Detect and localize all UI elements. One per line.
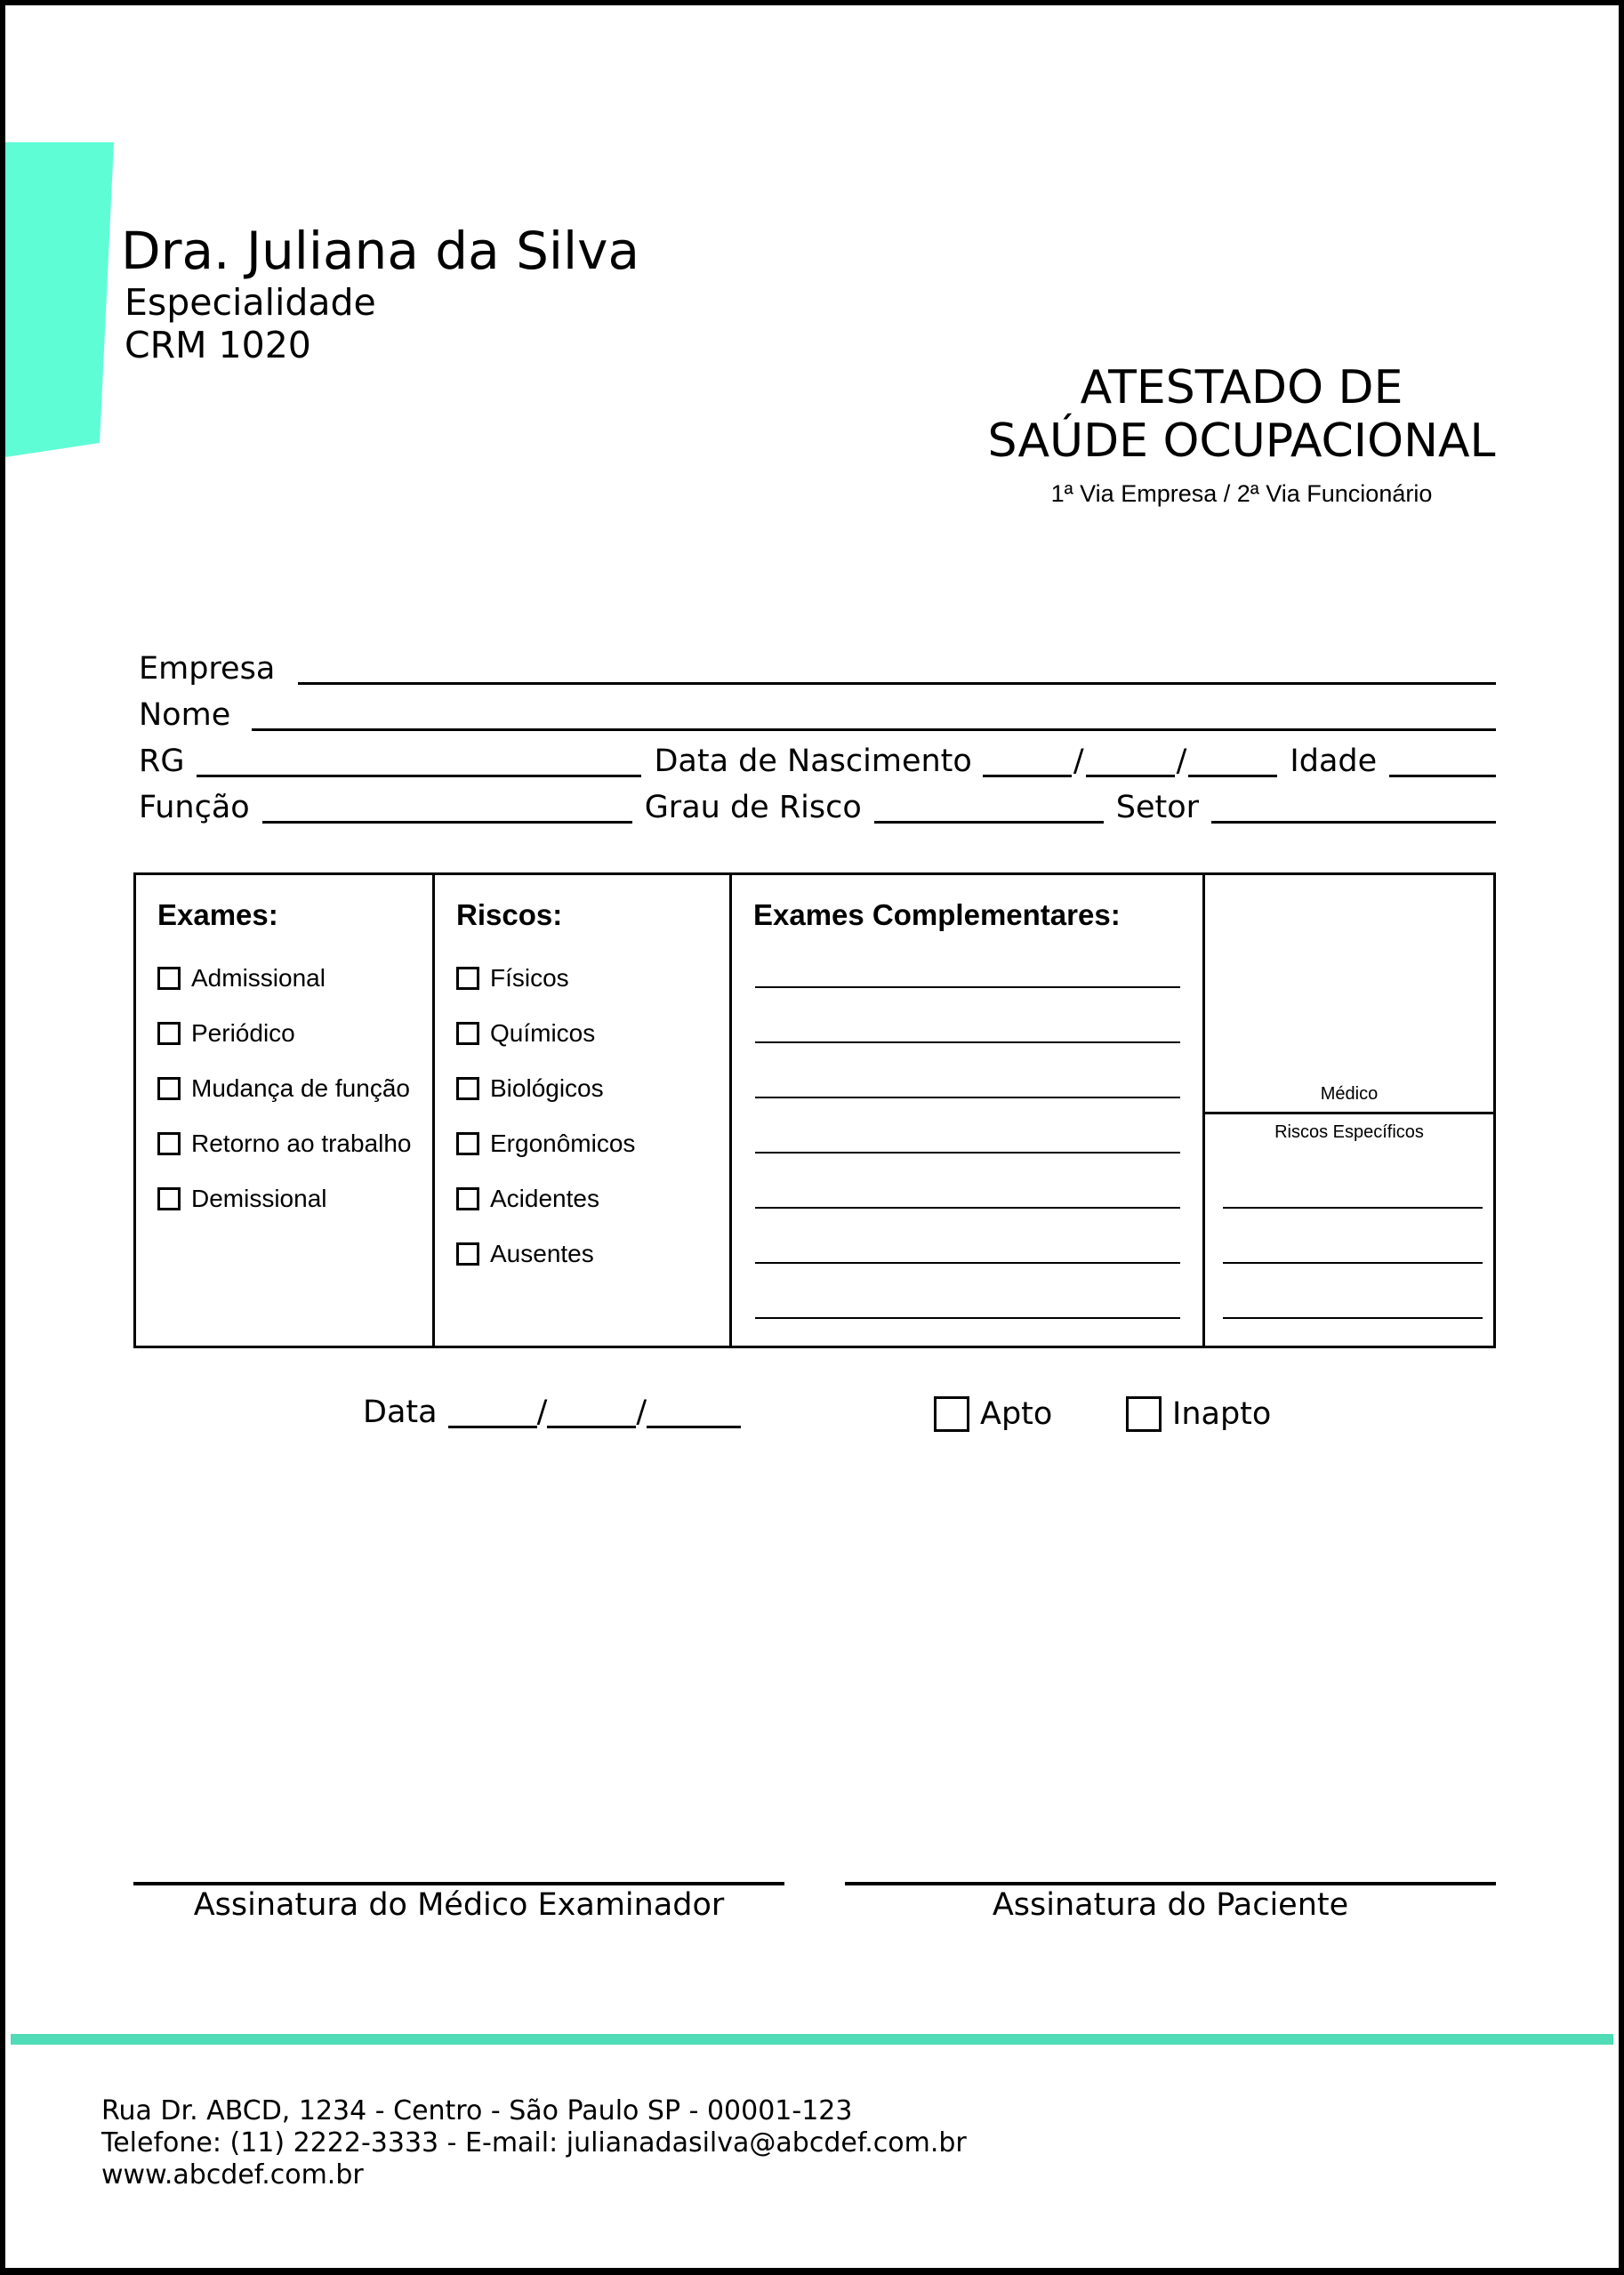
field-row-funcao-risco-setor [139, 786, 1496, 831]
exame-option-periodico[interactable] [157, 1019, 295, 1048]
complementares-input-line[interactable] [755, 986, 1180, 988]
idade-label: Idade [1290, 744, 1378, 779]
risco-option-ausentes[interactable] [456, 1240, 594, 1268]
patient-signature-line[interactable] [845, 1882, 1496, 1885]
document-title-line1: ATESTADO DE [1080, 361, 1403, 414]
risco-option-fisicos[interactable] [456, 964, 569, 993]
footer-contact: Telefone: (11) 2222-3333 - E-mail: julianadasilva@abcdef.com.br [101, 2127, 967, 2158]
rg-input-line[interactable] [197, 775, 641, 777]
empresa-input-line[interactable] [298, 682, 1496, 685]
riscos-column [432, 875, 729, 1346]
riscos-heading: Riscos: [456, 898, 563, 931]
complementares-input-line[interactable] [755, 1152, 1180, 1154]
doctor-name: Dra. Juliana da Silva [121, 221, 640, 281]
exame-option-label: Periódico [191, 1019, 295, 1047]
checkbox[interactable] [157, 1187, 181, 1210]
exame-option-label: Mudança de função [191, 1074, 410, 1102]
date-separator: / [1073, 744, 1084, 779]
date-separator: / [536, 1395, 548, 1430]
patient-signature-label: Assinatura do Paciente [992, 1887, 1349, 1923]
nome-label: Nome [139, 697, 231, 733]
exames-column [136, 875, 432, 1346]
complementares-input-line[interactable] [755, 1041, 1180, 1043]
idade-input-line[interactable] [1389, 775, 1496, 777]
inapto-label: Inapto [1172, 1396, 1272, 1432]
medico-label: Médico [1320, 1084, 1379, 1104]
risco-option-label: Químicos [490, 1019, 596, 1047]
exame-option-label: Admissional [191, 964, 326, 992]
setor-label: Setor [1115, 790, 1200, 825]
funcao-label: Função [139, 790, 250, 825]
complementares-input-line[interactable] [755, 1262, 1180, 1264]
field-row-rg-nascimento [139, 740, 1496, 784]
nome-input-line[interactable] [252, 728, 1496, 731]
risco-option-quimicos[interactable] [456, 1019, 595, 1048]
checkbox[interactable] [456, 1077, 479, 1100]
grau-risco-input-line[interactable] [874, 821, 1104, 824]
risco-option-label: Biológicos [490, 1074, 604, 1102]
riscos-especificos-input-line[interactable] [1223, 1317, 1483, 1319]
data-nascimento-label: Data de Nascimento [654, 744, 972, 779]
checkbox[interactable] [157, 967, 181, 990]
risco-option-label: Acidentes [490, 1185, 599, 1212]
exame-option-admissional[interactable] [157, 964, 326, 993]
exames-heading: Exames: [157, 898, 278, 931]
exame-option-mudanca-funcao[interactable] [157, 1074, 410, 1103]
checkbox[interactable] [456, 1132, 479, 1155]
exame-option-label: Retorno ao trabalho [191, 1129, 412, 1157]
riscos-especificos-label: Riscos Específicos [1274, 1122, 1424, 1142]
apto-label: Apto [980, 1396, 1053, 1432]
date-separator: / [1176, 744, 1187, 779]
document-title-block [966, 361, 1517, 509]
medico-riscos-especificos-column [1202, 875, 1493, 1346]
doctor-signature-label: Assinatura do Médico Examinador [193, 1887, 725, 1923]
exam-details-table [133, 872, 1496, 1348]
field-row-empresa [139, 647, 1496, 692]
doctor-signature-line[interactable] [133, 1882, 784, 1885]
exames-complementares-heading: Exames Complementares: [753, 898, 1121, 931]
apto-checkbox[interactable] [934, 1396, 969, 1432]
risco-option-label: Ausentes [490, 1240, 594, 1267]
footer-website: www.abcdef.com.br [101, 2159, 364, 2191]
doctor-crm: CRM 1020 [125, 324, 311, 366]
empresa-label: Empresa [139, 651, 276, 687]
exame-option-demissional[interactable] [157, 1185, 327, 1213]
complementares-input-line[interactable] [755, 1097, 1180, 1098]
inapto-checkbox[interactable] [1126, 1396, 1162, 1432]
checkbox[interactable] [456, 1187, 479, 1210]
riscos-especificos-input-line[interactable] [1223, 1207, 1483, 1209]
accent-shape-decoration [5, 142, 114, 457]
checkbox[interactable] [456, 1022, 479, 1045]
riscos-especificos-input-line[interactable] [1223, 1262, 1483, 1264]
doctor-signature-block [133, 1882, 784, 1923]
exame-option-retorno-trabalho[interactable] [157, 1129, 412, 1158]
risco-option-ergonomicos[interactable] [456, 1129, 635, 1158]
nascimento-day-input-line[interactable] [983, 775, 1072, 777]
risco-option-acidentes[interactable] [456, 1185, 599, 1213]
footer-contact-block [101, 2095, 967, 2191]
complementares-input-line[interactable] [755, 1207, 1180, 1209]
field-row-nome [139, 694, 1496, 738]
checkbox[interactable] [456, 967, 479, 990]
medico-stamp-area[interactable] [1205, 875, 1493, 1114]
exam-date-label: Data [363, 1395, 438, 1430]
exam-date-day-input-line[interactable] [448, 1426, 537, 1428]
checkbox[interactable] [157, 1022, 181, 1045]
checkbox[interactable] [157, 1132, 181, 1155]
checkbox[interactable] [157, 1077, 181, 1100]
exam-date-year-input-line[interactable] [647, 1426, 741, 1428]
inapto-option[interactable] [1126, 1396, 1271, 1432]
funcao-input-line[interactable] [262, 821, 632, 824]
apto-option[interactable] [934, 1396, 1052, 1432]
footer-accent-bar [11, 2034, 1613, 2045]
exam-date-month-input-line[interactable] [547, 1426, 636, 1428]
doctor-specialty: Especialidade [125, 281, 376, 324]
rg-label: RG [139, 744, 185, 779]
setor-input-line[interactable] [1211, 821, 1496, 824]
risco-option-biologicos[interactable] [456, 1074, 604, 1103]
date-separator: / [636, 1395, 647, 1430]
grau-risco-label: Grau de Risco [644, 790, 862, 825]
checkbox[interactable] [456, 1242, 479, 1266]
nascimento-month-input-line[interactable] [1086, 775, 1175, 777]
exames-complementares-column [729, 875, 1202, 1346]
document-title-line2: SAÚDE OCUPACIONAL [987, 414, 1496, 468]
nascimento-year-input-line[interactable] [1188, 775, 1277, 777]
footer-address: Rua Dr. ABCD, 1234 - Centro - São Paulo SP - 00001-123 [101, 2095, 853, 2126]
exam-date-row [363, 1395, 741, 1434]
complementares-input-line[interactable] [755, 1317, 1180, 1319]
risco-option-label: Ergonômicos [490, 1129, 636, 1157]
patient-signature-block [845, 1882, 1496, 1923]
exame-option-label: Demissional [191, 1185, 327, 1212]
risco-option-label: Físicos [490, 964, 569, 992]
document-subtitle: 1ª Via Empresa / 2ª Via Funcionário [1050, 480, 1433, 507]
